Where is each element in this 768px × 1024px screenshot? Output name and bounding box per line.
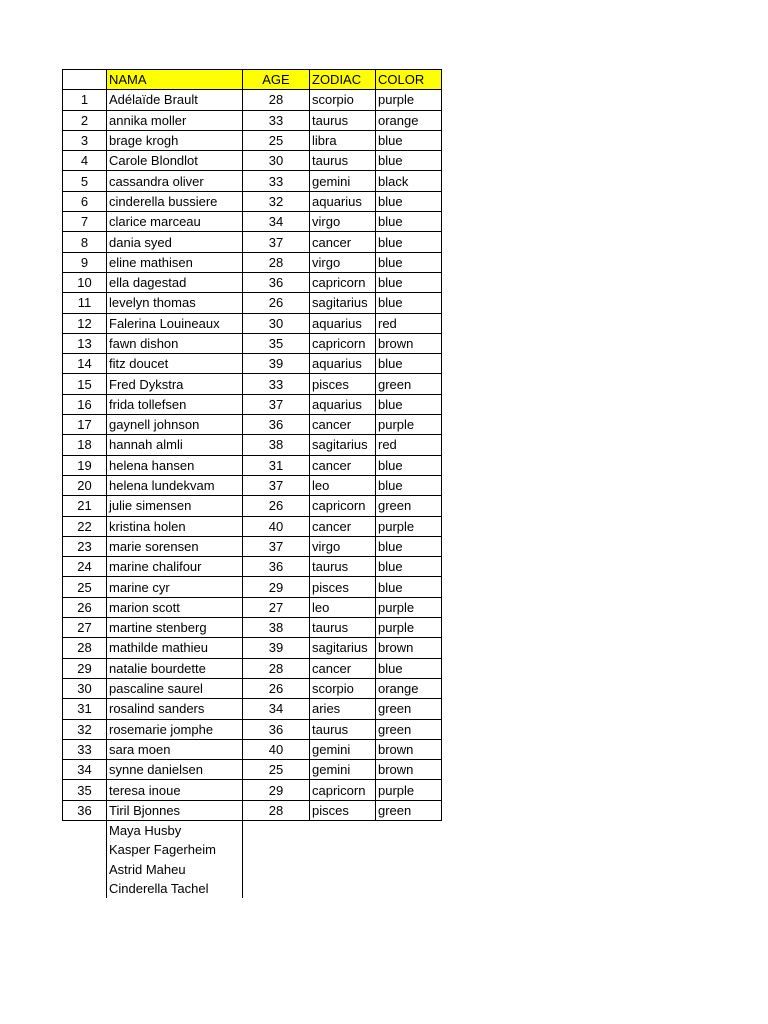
cell-age[interactable]: 28 bbox=[243, 800, 310, 820]
extra-name-row bbox=[63, 879, 442, 898]
cell-age[interactable]: 25 bbox=[243, 760, 310, 780]
extra-name-cell[interactable]: Kasper Fagerheim bbox=[107, 840, 243, 859]
cell-zodiac[interactable]: sagitarius bbox=[310, 435, 376, 455]
cell-zodiac[interactable]: taurus bbox=[310, 618, 376, 638]
cell-age[interactable]: 40 bbox=[243, 739, 310, 759]
cell-zodiac[interactable]: aquarius bbox=[310, 394, 376, 414]
table-row bbox=[63, 658, 442, 678]
extra-name-row bbox=[63, 840, 442, 859]
cell-age[interactable]: 26 bbox=[243, 496, 310, 516]
table-row bbox=[63, 374, 442, 394]
cell-color[interactable]: purple bbox=[376, 780, 442, 800]
cell-no[interactable]: 18 bbox=[63, 435, 107, 455]
cell-name[interactable]: pascaline saurel bbox=[107, 678, 243, 698]
cell-color[interactable]: blue bbox=[376, 151, 442, 171]
cell-name[interactable]: Carole Blondlot bbox=[107, 151, 243, 171]
cell-no[interactable]: 11 bbox=[63, 293, 107, 313]
cell-no[interactable]: 15 bbox=[63, 374, 107, 394]
cell-color[interactable]: black bbox=[376, 171, 442, 191]
cell-name[interactable]: brage krogh bbox=[107, 130, 243, 150]
empty-cell[interactable] bbox=[243, 860, 310, 879]
cell-name[interactable]: rosalind sanders bbox=[107, 699, 243, 719]
table-row bbox=[63, 232, 442, 252]
cell-color[interactable]: blue bbox=[376, 272, 442, 292]
cell-zodiac[interactable]: gemini bbox=[310, 760, 376, 780]
cell-age[interactable]: 31 bbox=[243, 455, 310, 475]
cell-color[interactable]: purple bbox=[376, 415, 442, 435]
cell-zodiac[interactable]: virgo bbox=[310, 212, 376, 232]
cell-name[interactable]: eline mathisen bbox=[107, 252, 243, 272]
cell-age[interactable]: 40 bbox=[243, 516, 310, 536]
cell-no[interactable]: 36 bbox=[63, 800, 107, 820]
cell-zodiac[interactable]: taurus bbox=[310, 719, 376, 739]
cell-name[interactable]: kristina holen bbox=[107, 516, 243, 536]
table-row bbox=[63, 293, 442, 313]
cell-zodiac[interactable]: scorpio bbox=[310, 678, 376, 698]
cell-no[interactable]: 10 bbox=[63, 272, 107, 292]
cell-name[interactable]: gaynell johnson bbox=[107, 415, 243, 435]
cell-no[interactable]: 21 bbox=[63, 496, 107, 516]
cell-name[interactable]: teresa inoue bbox=[107, 780, 243, 800]
cell-no[interactable]: 19 bbox=[63, 455, 107, 475]
cell-name[interactable]: marine chalifour bbox=[107, 557, 243, 577]
cell-no[interactable]: 2 bbox=[63, 110, 107, 130]
cell-name[interactable]: annika moller bbox=[107, 110, 243, 130]
cell-name[interactable]: cinderella bussiere bbox=[107, 191, 243, 211]
empty-cell[interactable] bbox=[243, 820, 310, 840]
cell-age[interactable]: 29 bbox=[243, 780, 310, 800]
cell-age[interactable]: 34 bbox=[243, 212, 310, 232]
cell-age[interactable]: 28 bbox=[243, 658, 310, 678]
cell-no[interactable]: 20 bbox=[63, 475, 107, 495]
table-row bbox=[63, 333, 442, 353]
cell-color[interactable]: blue bbox=[376, 557, 442, 577]
cell-name[interactable]: marie sorensen bbox=[107, 536, 243, 556]
cell-color[interactable]: blue bbox=[376, 212, 442, 232]
cell-age[interactable]: 37 bbox=[243, 394, 310, 414]
table-row bbox=[63, 780, 442, 800]
cell-name[interactable]: fitz doucet bbox=[107, 354, 243, 374]
cell-color[interactable]: green bbox=[376, 719, 442, 739]
cell-age[interactable]: 34 bbox=[243, 699, 310, 719]
cell-no[interactable]: 34 bbox=[63, 760, 107, 780]
empty-cell[interactable] bbox=[376, 820, 442, 840]
cell-no[interactable]: 14 bbox=[63, 354, 107, 374]
cell-zodiac[interactable]: taurus bbox=[310, 151, 376, 171]
table-row bbox=[63, 455, 442, 475]
table-row bbox=[63, 678, 442, 698]
cell-zodiac[interactable]: cancer bbox=[310, 455, 376, 475]
cell-zodiac[interactable]: aquarius bbox=[310, 313, 376, 333]
cell-name[interactable]: helena hansen bbox=[107, 455, 243, 475]
cell-age[interactable]: 33 bbox=[243, 171, 310, 191]
table-row bbox=[63, 394, 442, 414]
cell-age[interactable]: 36 bbox=[243, 415, 310, 435]
cell-no[interactable]: 29 bbox=[63, 658, 107, 678]
table-row bbox=[63, 577, 442, 597]
cell-zodiac[interactable]: aquarius bbox=[310, 354, 376, 374]
cell-zodiac[interactable]: leo bbox=[310, 475, 376, 495]
cell-age[interactable]: 37 bbox=[243, 475, 310, 495]
cell-color[interactable]: brown bbox=[376, 760, 442, 780]
cell-age[interactable]: 33 bbox=[243, 374, 310, 394]
cell-color[interactable]: blue bbox=[376, 232, 442, 252]
table-row bbox=[63, 191, 442, 211]
cell-no[interactable]: 31 bbox=[63, 699, 107, 719]
table-row bbox=[63, 719, 442, 739]
cell-no[interactable]: 9 bbox=[63, 252, 107, 272]
cell-name[interactable]: rosemarie jomphe bbox=[107, 719, 243, 739]
empty-cell[interactable] bbox=[310, 860, 376, 879]
cell-zodiac[interactable]: cancer bbox=[310, 658, 376, 678]
cell-age[interactable]: 37 bbox=[243, 232, 310, 252]
cell-age[interactable]: 39 bbox=[243, 354, 310, 374]
cell-name[interactable]: dania syed bbox=[107, 232, 243, 252]
table-row bbox=[63, 90, 442, 110]
cell-no[interactable]: 23 bbox=[63, 536, 107, 556]
cell-zodiac[interactable]: scorpio bbox=[310, 90, 376, 110]
cell-zodiac[interactable]: taurus bbox=[310, 557, 376, 577]
empty-cell[interactable] bbox=[310, 879, 376, 898]
cell-color[interactable]: blue bbox=[376, 577, 442, 597]
cell-no[interactable]: 12 bbox=[63, 313, 107, 333]
cell-age[interactable]: 36 bbox=[243, 557, 310, 577]
table-row bbox=[63, 597, 442, 617]
cell-no[interactable]: 1 bbox=[63, 90, 107, 110]
empty-cell[interactable] bbox=[376, 840, 442, 859]
cell-name[interactable]: synne danielsen bbox=[107, 760, 243, 780]
cell-color[interactable]: blue bbox=[376, 475, 442, 495]
table-row bbox=[63, 699, 442, 719]
table-row bbox=[63, 151, 442, 171]
empty-cell[interactable] bbox=[376, 879, 442, 898]
cell-name[interactable]: clarice marceau bbox=[107, 212, 243, 232]
cell-zodiac[interactable]: gemini bbox=[310, 171, 376, 191]
cell-no[interactable]: 7 bbox=[63, 212, 107, 232]
cell-name[interactable]: Fred Dykstra bbox=[107, 374, 243, 394]
extra-name-row bbox=[63, 860, 442, 879]
cell-name[interactable]: natalie bourdette bbox=[107, 658, 243, 678]
cell-zodiac[interactable]: virgo bbox=[310, 252, 376, 272]
cell-zodiac[interactable]: leo bbox=[310, 597, 376, 617]
cell-no[interactable]: 33 bbox=[63, 739, 107, 759]
cell-zodiac[interactable]: capricorn bbox=[310, 272, 376, 292]
cell-color[interactable]: brown bbox=[376, 333, 442, 353]
cell-no[interactable]: 13 bbox=[63, 333, 107, 353]
table-row bbox=[63, 212, 442, 232]
empty-cell[interactable] bbox=[63, 879, 107, 898]
cell-zodiac[interactable]: cancer bbox=[310, 232, 376, 252]
cell-age[interactable]: 37 bbox=[243, 536, 310, 556]
cell-color[interactable]: blue bbox=[376, 252, 442, 272]
cell-no[interactable]: 35 bbox=[63, 780, 107, 800]
cell-name[interactable]: Falerina Louineaux bbox=[107, 313, 243, 333]
cell-name[interactable]: frida tollefsen bbox=[107, 394, 243, 414]
table-row bbox=[63, 516, 442, 536]
cell-no[interactable]: 26 bbox=[63, 597, 107, 617]
cell-name[interactable]: ella dagestad bbox=[107, 272, 243, 292]
cell-name[interactable]: julie simensen bbox=[107, 496, 243, 516]
cell-age[interactable]: 30 bbox=[243, 313, 310, 333]
cell-no[interactable]: 6 bbox=[63, 191, 107, 211]
table-row bbox=[63, 415, 442, 435]
cell-color[interactable]: red bbox=[376, 435, 442, 455]
cell-color[interactable]: green bbox=[376, 374, 442, 394]
header-cell-age[interactable]: AGE bbox=[243, 70, 310, 90]
cell-name[interactable]: sara moen bbox=[107, 739, 243, 759]
cell-age[interactable]: 38 bbox=[243, 435, 310, 455]
table-row bbox=[63, 618, 442, 638]
table-row bbox=[63, 313, 442, 333]
cell-age[interactable]: 30 bbox=[243, 151, 310, 171]
cell-color[interactable]: blue bbox=[376, 536, 442, 556]
cell-name[interactable]: hannah almli bbox=[107, 435, 243, 455]
cell-name[interactable]: marine cyr bbox=[107, 577, 243, 597]
cell-color[interactable]: green bbox=[376, 800, 442, 820]
header-row bbox=[63, 70, 442, 90]
cell-color[interactable]: red bbox=[376, 313, 442, 333]
cell-zodiac[interactable]: capricorn bbox=[310, 780, 376, 800]
cell-no[interactable]: 24 bbox=[63, 557, 107, 577]
header-cell-zodiac[interactable]: ZODIAC bbox=[310, 70, 376, 90]
table-row bbox=[63, 252, 442, 272]
cell-zodiac[interactable]: aries bbox=[310, 699, 376, 719]
cell-name[interactable]: levelyn thomas bbox=[107, 293, 243, 313]
cell-zodiac[interactable]: cancer bbox=[310, 516, 376, 536]
table-row bbox=[63, 760, 442, 780]
cell-color[interactable]: blue bbox=[376, 658, 442, 678]
table-row bbox=[63, 496, 442, 516]
table-row bbox=[63, 557, 442, 577]
empty-cell[interactable] bbox=[310, 840, 376, 859]
cell-zodiac[interactable]: libra bbox=[310, 130, 376, 150]
cell-zodiac[interactable]: capricorn bbox=[310, 496, 376, 516]
cell-age[interactable]: 33 bbox=[243, 110, 310, 130]
cell-name[interactable]: helena lundekvam bbox=[107, 475, 243, 495]
empty-cell[interactable] bbox=[63, 860, 107, 879]
table-row bbox=[63, 739, 442, 759]
empty-cell[interactable] bbox=[63, 840, 107, 859]
table-row bbox=[63, 110, 442, 130]
cell-no[interactable]: 22 bbox=[63, 516, 107, 536]
cell-color[interactable]: purple bbox=[376, 90, 442, 110]
cell-name[interactable]: Adélaïde Brault bbox=[107, 90, 243, 110]
table-row bbox=[63, 435, 442, 455]
empty-cell[interactable] bbox=[310, 820, 376, 840]
cell-zodiac[interactable]: aquarius bbox=[310, 191, 376, 211]
cell-no[interactable]: 16 bbox=[63, 394, 107, 414]
cell-color[interactable]: green bbox=[376, 699, 442, 719]
cell-age[interactable]: 36 bbox=[243, 272, 310, 292]
table-row bbox=[63, 171, 442, 191]
extra-name-cell[interactable]: Astrid Maheu bbox=[107, 860, 243, 879]
cell-color[interactable]: blue bbox=[376, 354, 442, 374]
header-cell-no[interactable] bbox=[63, 70, 107, 90]
cell-age[interactable]: 28 bbox=[243, 252, 310, 272]
cell-name[interactable]: fawn dishon bbox=[107, 333, 243, 353]
cell-color[interactable]: purple bbox=[376, 516, 442, 536]
cell-color[interactable]: purple bbox=[376, 597, 442, 617]
cell-color[interactable]: orange bbox=[376, 678, 442, 698]
cell-zodiac[interactable]: virgo bbox=[310, 536, 376, 556]
cell-color[interactable]: blue bbox=[376, 191, 442, 211]
cell-no[interactable]: 5 bbox=[63, 171, 107, 191]
cell-age[interactable]: 29 bbox=[243, 577, 310, 597]
cell-age[interactable]: 26 bbox=[243, 293, 310, 313]
cell-color[interactable]: brown bbox=[376, 739, 442, 759]
cell-age[interactable]: 28 bbox=[243, 90, 310, 110]
empty-cell[interactable] bbox=[243, 840, 310, 859]
cell-no[interactable]: 8 bbox=[63, 232, 107, 252]
table-row bbox=[63, 638, 442, 658]
cell-zodiac[interactable]: pisces bbox=[310, 374, 376, 394]
cell-color[interactable]: brown bbox=[376, 638, 442, 658]
table-row bbox=[63, 800, 442, 820]
cell-age[interactable]: 32 bbox=[243, 191, 310, 211]
cell-color[interactable]: blue bbox=[376, 455, 442, 475]
cell-no[interactable]: 27 bbox=[63, 618, 107, 638]
table-row bbox=[63, 354, 442, 374]
empty-cell[interactable] bbox=[243, 879, 310, 898]
cell-zodiac[interactable]: sagitarius bbox=[310, 293, 376, 313]
table-row bbox=[63, 536, 442, 556]
cell-name[interactable]: cassandra oliver bbox=[107, 171, 243, 191]
cell-zodiac[interactable]: taurus bbox=[310, 110, 376, 130]
cell-age[interactable]: 26 bbox=[243, 678, 310, 698]
cell-no[interactable]: 17 bbox=[63, 415, 107, 435]
cell-age[interactable]: 36 bbox=[243, 719, 310, 739]
table-row bbox=[63, 130, 442, 150]
table-row bbox=[63, 475, 442, 495]
cell-name[interactable]: marion scott bbox=[107, 597, 243, 617]
table-row bbox=[63, 272, 442, 292]
cell-zodiac[interactable]: sagitarius bbox=[310, 638, 376, 658]
cell-no[interactable]: 30 bbox=[63, 678, 107, 698]
cell-color[interactable]: blue bbox=[376, 293, 442, 313]
cell-age[interactable]: 35 bbox=[243, 333, 310, 353]
cell-no[interactable]: 25 bbox=[63, 577, 107, 597]
cell-no[interactable]: 4 bbox=[63, 151, 107, 171]
cell-no[interactable]: 28 bbox=[63, 638, 107, 658]
extra-name-cell[interactable]: Maya Husby bbox=[107, 820, 243, 840]
cell-age[interactable]: 27 bbox=[243, 597, 310, 617]
cell-zodiac[interactable]: pisces bbox=[310, 800, 376, 820]
extra-name-row bbox=[63, 820, 442, 840]
cell-color[interactable]: orange bbox=[376, 110, 442, 130]
empty-cell[interactable] bbox=[63, 820, 107, 840]
header-cell-name[interactable]: NAMA bbox=[107, 70, 243, 90]
cell-name[interactable]: martine stenberg bbox=[107, 618, 243, 638]
header-cell-color[interactable]: COLOR bbox=[376, 70, 442, 90]
cell-color[interactable]: green bbox=[376, 496, 442, 516]
cell-name[interactable]: mathilde mathieu bbox=[107, 638, 243, 658]
cell-no[interactable]: 3 bbox=[63, 130, 107, 150]
spreadsheet-table bbox=[62, 69, 442, 898]
cell-color[interactable]: blue bbox=[376, 130, 442, 150]
cell-zodiac[interactable]: pisces bbox=[310, 577, 376, 597]
empty-cell[interactable] bbox=[376, 860, 442, 879]
cell-age[interactable]: 38 bbox=[243, 618, 310, 638]
cell-zodiac[interactable]: cancer bbox=[310, 415, 376, 435]
cell-zodiac[interactable]: gemini bbox=[310, 739, 376, 759]
cell-zodiac[interactable]: capricorn bbox=[310, 333, 376, 353]
cell-color[interactable]: purple bbox=[376, 618, 442, 638]
table-body bbox=[63, 90, 442, 898]
extra-name-cell[interactable]: Cinderella Tachel bbox=[107, 879, 243, 898]
cell-age[interactable]: 25 bbox=[243, 130, 310, 150]
cell-name[interactable]: Tiril Bjonnes bbox=[107, 800, 243, 820]
cell-age[interactable]: 39 bbox=[243, 638, 310, 658]
cell-no[interactable]: 32 bbox=[63, 719, 107, 739]
cell-color[interactable]: blue bbox=[376, 394, 442, 414]
